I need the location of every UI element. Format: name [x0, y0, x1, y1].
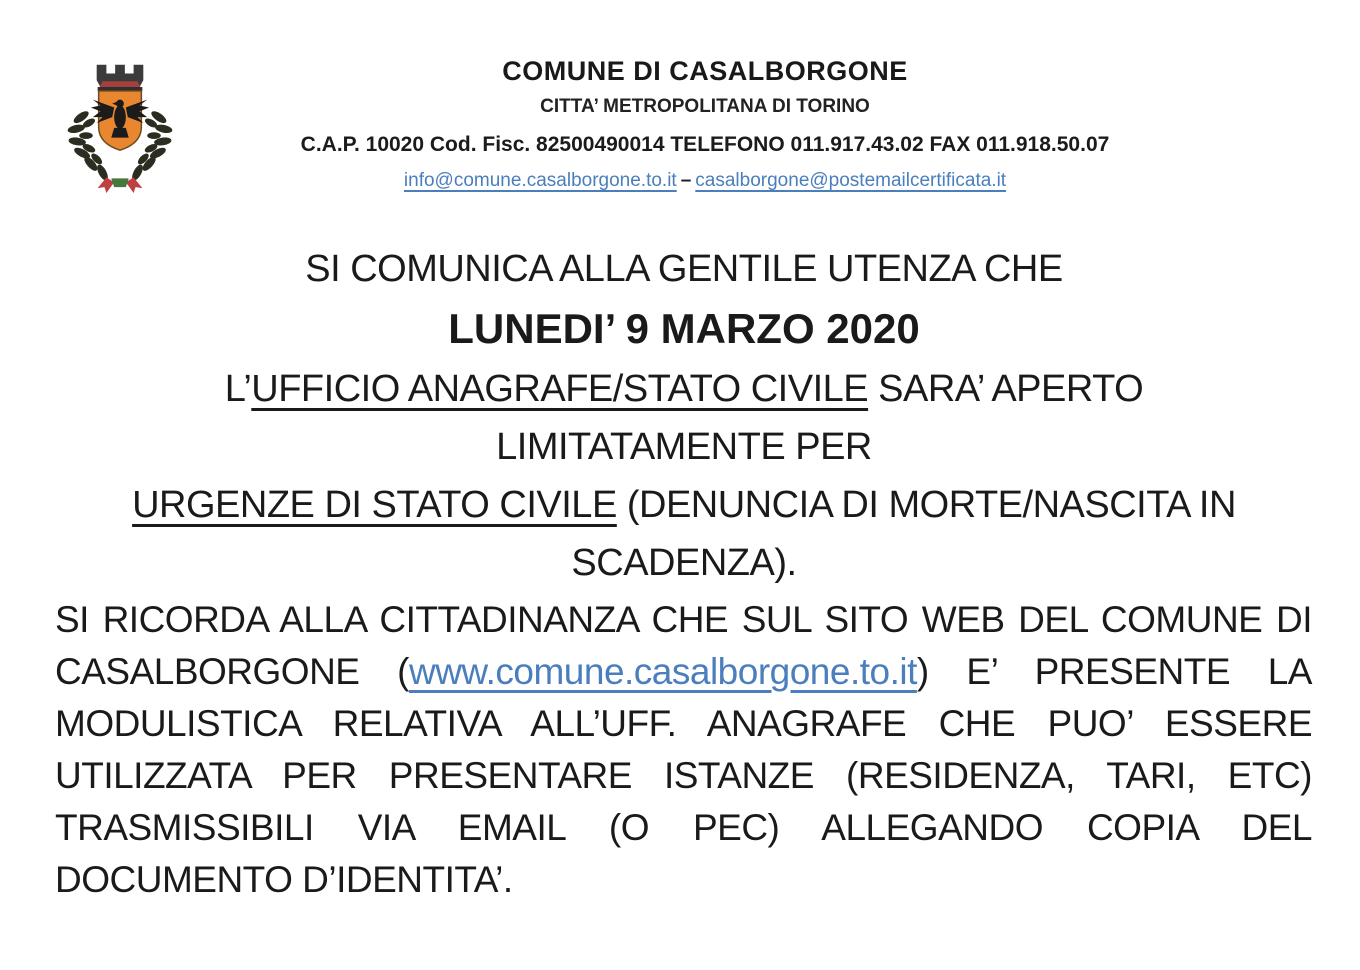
email-info-link[interactable]: info@comune.casalborgone.to.it	[403, 170, 677, 191]
office-underlined: UFFICIO ANAGRAFE/STATO CIVILE	[251, 368, 869, 410]
limit-line: LIMITATAMENTE PER	[496, 426, 872, 468]
letterhead	[110, 56, 1300, 192]
urgency-rest: (DENUNCIA DI MORTE/NASCITA IN	[616, 484, 1236, 526]
notice-intro: SI COMUNICA ALLA GENTILE UTENZA CHE	[305, 248, 1063, 290]
email-line	[110, 170, 1300, 192]
office-suffix: SARA’ APERTO	[868, 368, 1144, 410]
website-link[interactable]: www.comune.casalborgone.to.it	[408, 651, 917, 692]
paragraph-part2: ) E’ PRESENTE LA MODULISTICA RELATIVA ALL’UFF. ANAGRAFE CHE PUO’ ESSERE UTILIZZATA PER PRESENTARE ISTANZE (RESIDENZA, TARI, ETC) TRASMISSIBILI VIA EMAIL (O PEC) ALLEGANDO COPIA DEL DOCUMENTO D’IDENTITA’.	[55, 651, 1312, 900]
contact-line: C.A.P. 10020 Cod. Fisc. 82500490014 TELEFONO 011.917.43.02 FAX 011.918.50.07	[300, 133, 1110, 156]
paragraph-part1: SI RICORDA ALLA CITTADINANZA CHE SUL SITO WEB DEL COMUNE DI CASALBORGONE (	[55, 599, 1312, 692]
notice-date: LUNEDI’ 9 MARZO 2020	[448, 305, 920, 352]
org-name: COMUNE DI CASALBORGONE	[502, 56, 908, 86]
email-pec-link[interactable]: casalborgone@postemailcertificata.it	[695, 170, 1007, 191]
body-paragraph	[55, 594, 1312, 906]
office-prefix: L’	[224, 368, 252, 410]
urgency-underlined: URGENZE DI STATO CIVILE	[132, 484, 617, 526]
urgency-line	[58, 476, 1310, 534]
notice-block	[58, 240, 1310, 592]
office-line	[58, 360, 1310, 418]
org-subtitle: CITTA’ METROPOLITANA DI TORINO	[540, 96, 870, 117]
urgency-line2: SCADENZA).	[571, 542, 797, 584]
email-separator: –	[680, 170, 692, 191]
